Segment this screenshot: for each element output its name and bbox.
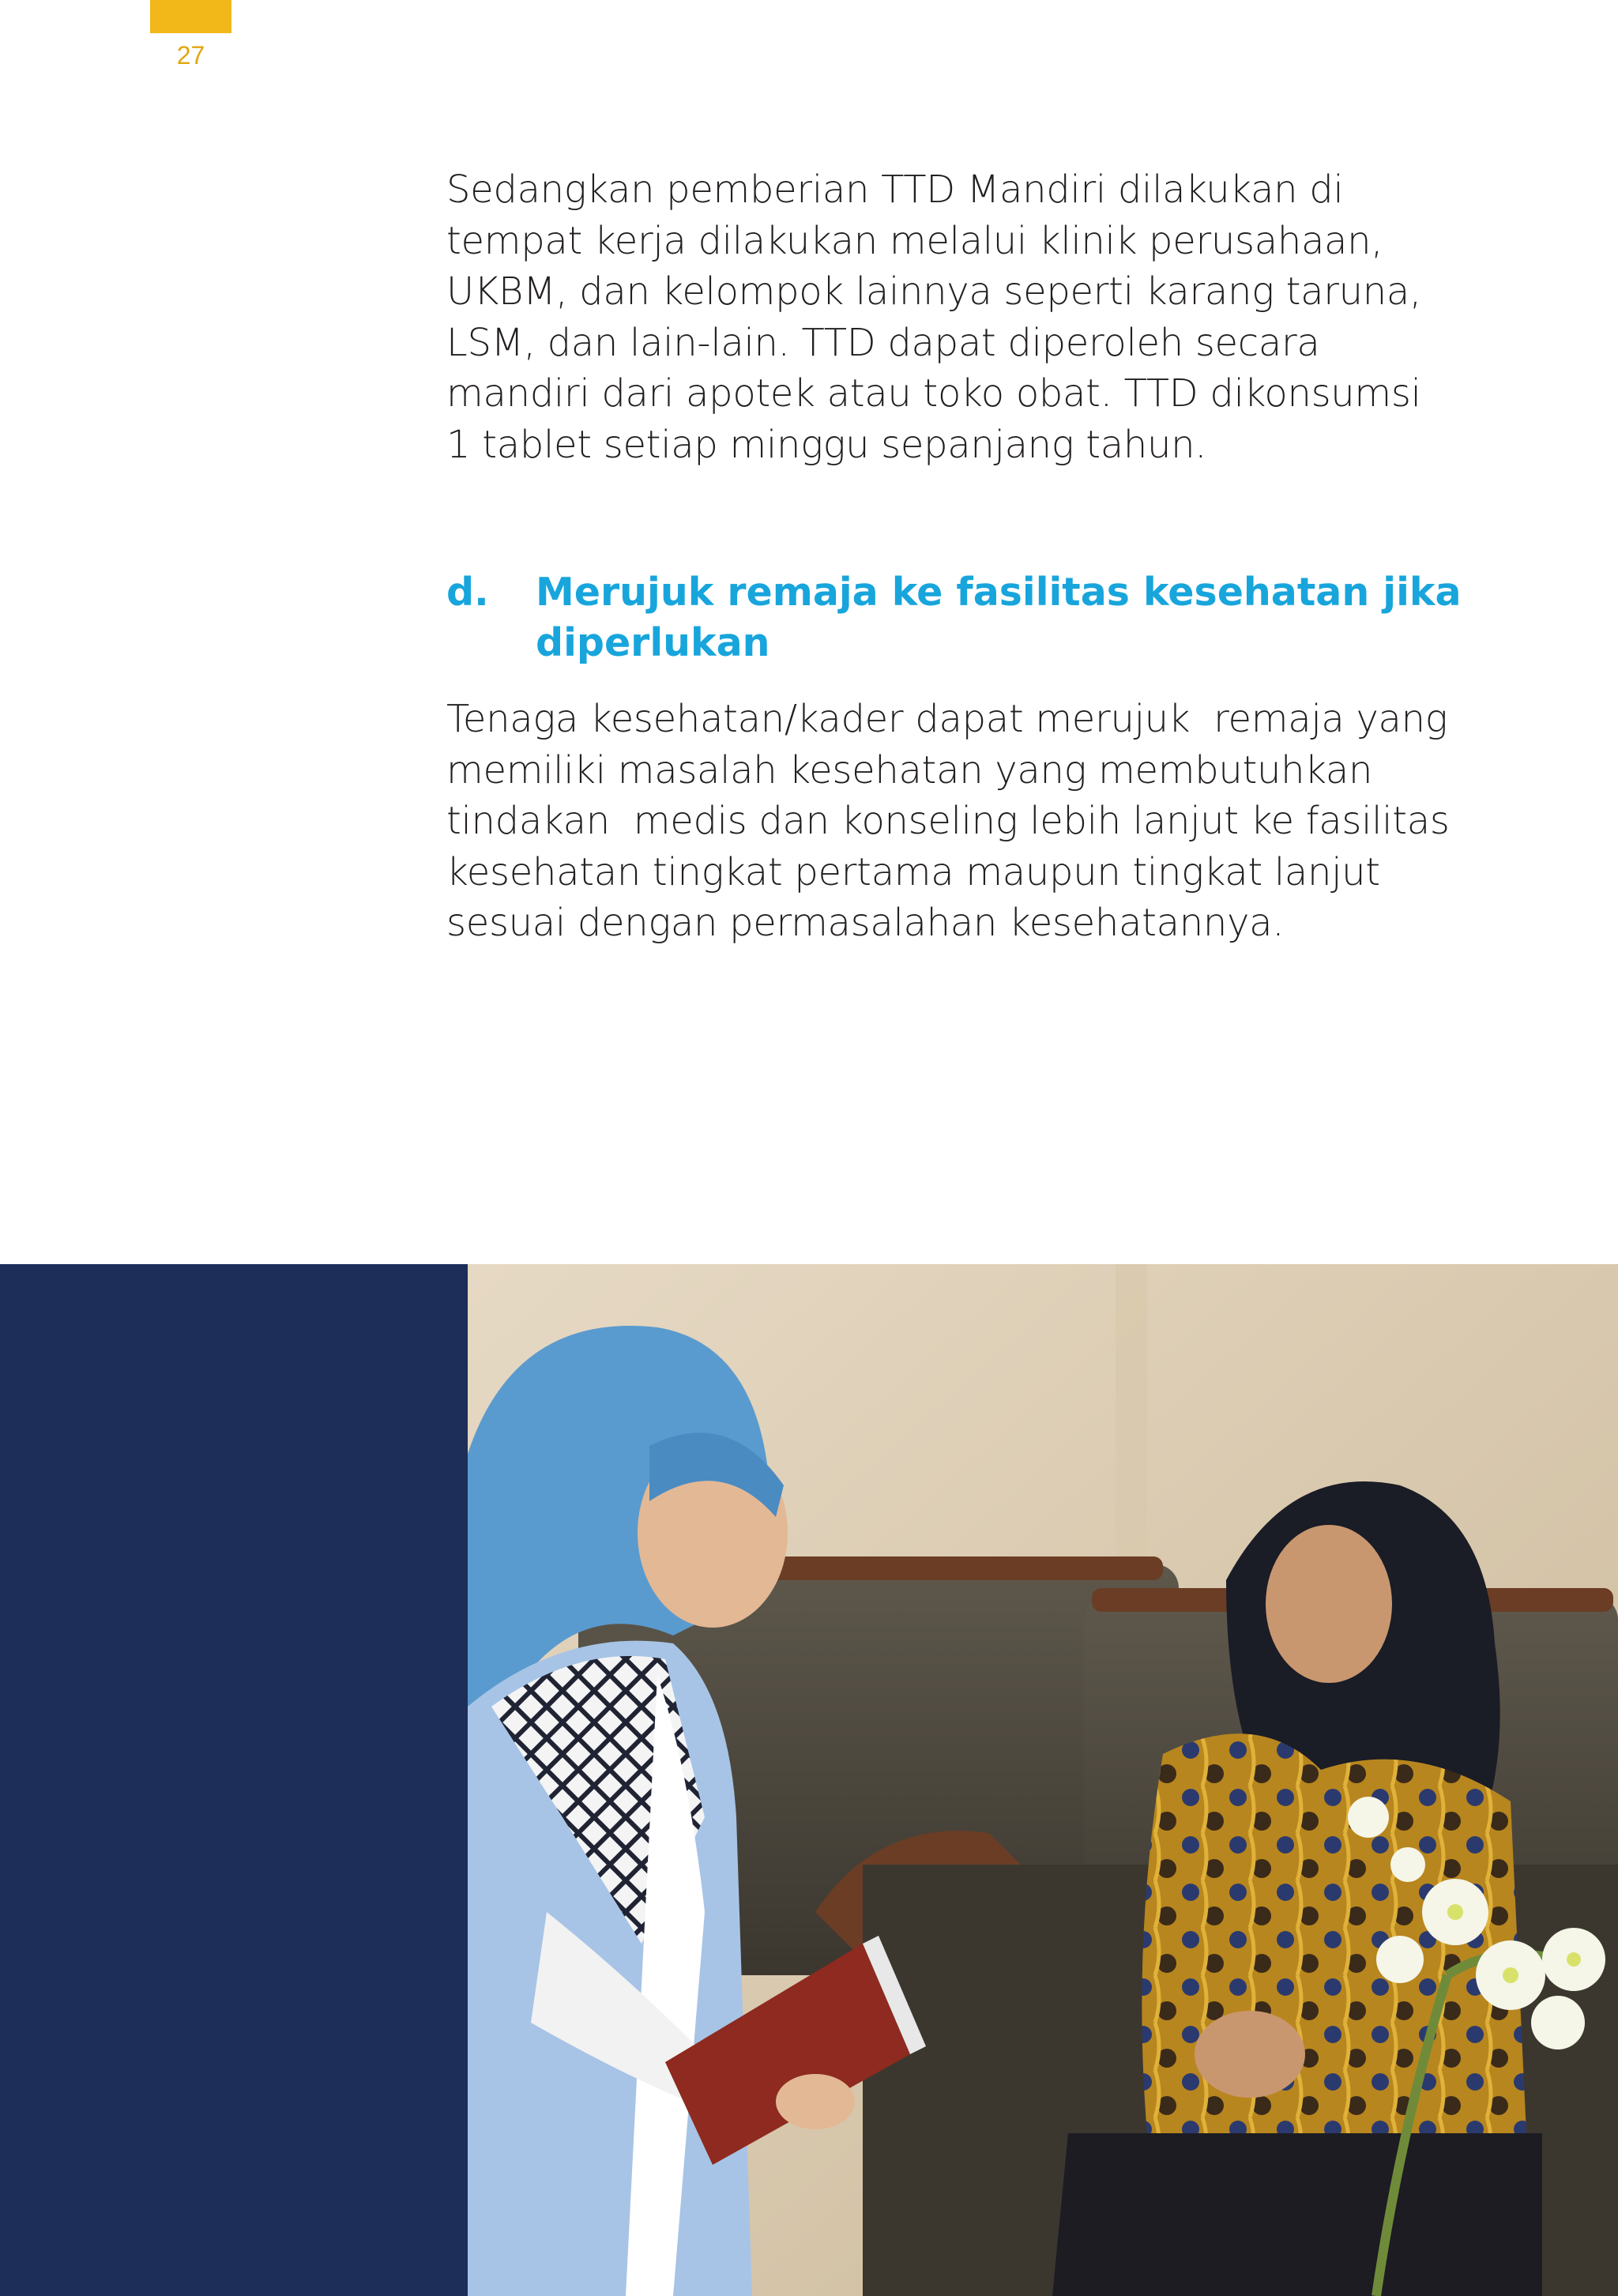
navy-side-panel (0, 1264, 468, 2296)
section-title-line: diperlukan (536, 620, 770, 665)
paragraph-rujukan (446, 694, 1505, 949)
paragraph-line: tindakan medis dan konseling lebih lanjut ke fasilitas (446, 799, 1450, 843)
paragraph-line: LSM, dan lain-lain. TTD dapat diperoleh secara (446, 320, 1320, 365)
paragraph-line: mandiri dari apotek atau toko obat. TTD dikonsumsi (446, 371, 1421, 416)
paragraph-line: 1 tablet setiap minggu sepanjang tahun. (446, 422, 1207, 467)
section-title-line: Merujuk remaja ke fasilitas kesehatan jika (536, 570, 1462, 615)
paragraph-line: UKBM, dan kelompok lainnya seperti karang taruna, (446, 269, 1421, 314)
page-number: 27 (176, 41, 205, 70)
paragraph-line: Tenaga kesehatan/kader dapat merujuk remaja yang (446, 697, 1448, 741)
paragraph-line: Sedangkan pemberian TTD Mandiri dilakukan di (446, 167, 1344, 212)
page-tab-accent (150, 0, 231, 33)
paragraph-line: memiliki masalah kesehatan yang membutuhkan (446, 747, 1373, 792)
section-title (536, 567, 1484, 668)
counseling-photo (468, 1264, 1618, 2296)
section-marker: d. (446, 570, 489, 615)
paragraph-line: kesehatan tingkat pertama maupun tingkat lanjut (446, 849, 1380, 894)
paragraph-ttd-mandiri (446, 164, 1505, 470)
paragraph-line: sesuai dengan permasalahan kesehatannya. (446, 901, 1285, 945)
paragraph-line: tempat kerja dilakukan melalui klinik perusahaan, (446, 218, 1383, 263)
